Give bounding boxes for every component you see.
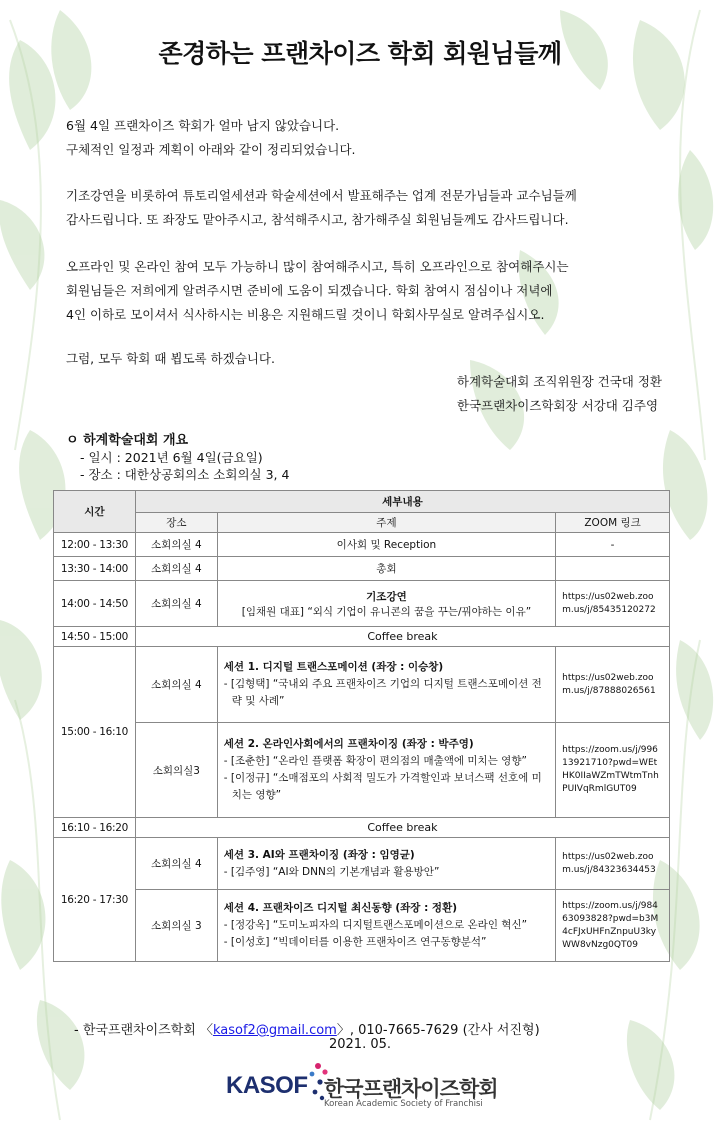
table-row: 13:30 - 14:00 소회의실 4 총회: [54, 557, 670, 581]
table-row: 12:00 - 13:30 소회의실 4 이사회 및 Reception -: [54, 533, 670, 557]
session-talk: - [김주영] “AI와 DNN의 기본개념과 활용방안”: [223, 865, 440, 878]
table-row: 14:50 - 15:00 Coffee break: [54, 627, 670, 647]
session-talk: - [김형택] “국내외 주요 프랜차이즈 기업의 디지털 트랜스포메이션 전략 및 사례”: [223, 678, 542, 707]
header-time: 시간: [54, 491, 136, 533]
schedule-table: [53, 490, 670, 962]
page-title: 존경하는 프랜차이즈 학회 회원님들께: [158, 39, 562, 68]
session-4-title: 세션 4. 프랜차이즈 디지털 최신동향 (좌장 : 정환): [223, 902, 458, 914]
overview-place: - 장소 : 대한상공회의소 소회의실 3, 4: [80, 467, 290, 482]
overview-date: - 일시 : 2021년 6월 4일(금요일): [80, 450, 263, 465]
table-row: 16:10 - 16:20 Coffee break: [54, 818, 670, 838]
session-talk: - [조춘한] “온라인 플랫폼 확장이 편의점의 매출액에 미치는 영향”: [223, 755, 527, 767]
session-2-title: 세션 2. 온라인사회에서의 프랜차이징 (좌장 : 박주영): [223, 738, 474, 750]
zoom-link[interactable]: https://zoom.us/j/98463093828?pwd=b3M4cFJxUHFnZnpuU3kyWW8vNzg0QT09: [556, 890, 670, 962]
header-zoom: ZOOM 링크: [556, 513, 670, 533]
table-row: 소회의실 3 세션 4. 프랜차이즈 디지털 최신동향 (좌장 : 정환) - [정강옥] “도미노피자의 디지털트랜스포메이션으로 온라인 혁신” - [이성호] “빅데이터를 이용한 프랜차이즈 연구동향분석” https://zoom.us/j/98463093828?pwd=b3M4cFJxUHFnZnpuU3kyWW8vNzg0QT09: [54, 890, 670, 962]
intro-paragraph: 6월 4일 프랜차이즈 학회가 얼마 남지 않았습니다. 구체적인 일정과 계획이 아래와 같이 정리되었습니다.: [66, 118, 356, 157]
table-row: 16:20 - 17:30 소회의실 4 세션 3. AI와 프랜차이징 (좌장 : 임영균) - [김주영] “AI와 DNN의 기본개념과 활용방안” https://us02web.zoom.us/j/84323634453: [54, 838, 670, 890]
session-talk: - [이성호] “빅데이터를 이용한 프랜차이즈 연구동향분석”: [223, 936, 487, 948]
conference-overview: [66, 432, 289, 483]
thanks-paragraph: 기조강연을 비롯하여 튜토리얼세션과 학술세션에서 발표해주는 업계 전문가님들과 교수님들께 감사드립니다. 또 좌장도 맡아주시고, 참석해주시고, 참가해주실 회원님들께도 감사드립니다.: [66, 188, 577, 227]
letter-date: 2021. 05.: [328, 1037, 392, 1052]
session-talk: - [정강옥] “도미노피자의 디지털트랜스포메이션으로 온라인 혁신”: [223, 919, 528, 931]
keynote-talk: [임채원 대표] “외식 기업이 유니콘의 꿈을 꾸는/꿔야하는 이유”: [241, 605, 532, 618]
table-row: 소회의실3 세션 2. 온라인사회에서의 프랜차이징 (좌장 : 박주영) - [조춘한] “온라인 플랫폼 확장이 편의점의 매출액에 미치는 영향” - [이정규] “소매점포의 사회적 밀도가 가격할인과 보너스팩 선호에 미치는 영향” https://zoom.us/j/99613921710?pwd=WEtHK0IIaWZmTWtmTnhPUIVqRmlGUT09: [54, 723, 670, 818]
signature-president: 한국프랜차이즈학회장 서강대 김주영: [456, 398, 659, 413]
signature-block: [457, 370, 662, 418]
session-3-title: 세션 3. AI와 프랜차이징 (좌장 : 임영균): [223, 848, 415, 861]
kasof-logo: [226, 1058, 516, 1108]
zoom-link[interactable]: https://zoom.us/j/99613921710?pwd=WEtHK0IIaWZmTWtmTnhPUIVqRmlGUT09: [556, 723, 670, 818]
contact-line: - 한국프랜차이즈학회 〈kasof2@gmail.com〉, 010-7665-7629 (간사 서진형): [74, 1023, 540, 1038]
logo-english-name: Korean Academic Society of Franchisi: [324, 1099, 483, 1109]
signature-organizer: 하계학술대회 조직위원장 건국대 정환: [456, 374, 662, 389]
logo-acronym: KASOF: [226, 1072, 308, 1099]
logo-korean-name: 한국프랜차이즈학회: [324, 1077, 498, 1101]
zoom-link[interactable]: https://us02web.zoom.us/j/84323634453: [556, 838, 670, 890]
table-row: 15:00 - 16:10 소회의실 4 세션 1. 디지털 트랜스포메이션 (좌장 : 이승창) - [김형택] “국내외 주요 프랜차이즈 기업의 디지털 트랜스포메이션 전략 및 사례” https://us02web.zoom.us/j/87888026561: [54, 647, 670, 723]
overview-heading: ㅇ 하계학술대회 개요: [66, 433, 189, 448]
session-talk: - [이정규] “소매점포의 사회적 밀도가 가격할인과 보너스팩 선호에 미치는 영향”: [223, 772, 542, 801]
header-detail: 세부내용: [135, 491, 669, 513]
zoom-link[interactable]: https://us02web.zoom.us/j/85435120272: [556, 581, 670, 627]
table-row: 14:00 - 14:50 소회의실 4 기조강연 [임채원 대표] “외식 기업이 유니콘의 꿈을 꾸는/꿔야하는 이유” https://us02web.zoom.us/j/85435120272: [54, 581, 670, 627]
contact-email-link[interactable]: kasof2@gmail.com: [212, 1023, 337, 1038]
participation-paragraph: 오프라인 및 온라인 참여 모두 가능하니 많이 참여해주시고, 특히 오프라인으로 참여해주시는 회원님들은 저희에게 알려주시면 준비에 도움이 되겠습니다. 학회 참여시 점심이나 저녁에 4인 이하로 모이셔서 식사하시는 비용은 지원해드릴 것이니 학회사무실로 알려주십시오.: [66, 259, 569, 322]
closing-paragraph: 그럼, 모두 학회 때 뵙도록 하겠습니다.: [66, 351, 275, 366]
keynote-title: 기조강연: [366, 590, 407, 603]
zoom-link[interactable]: https://us02web.zoom.us/j/87888026561: [556, 647, 670, 723]
header-place: 장소: [135, 513, 217, 533]
header-topic: 주제: [217, 513, 555, 533]
session-1-title: 세션 1. 디지털 트랜스포메이션 (좌장 : 이승창): [223, 661, 444, 673]
